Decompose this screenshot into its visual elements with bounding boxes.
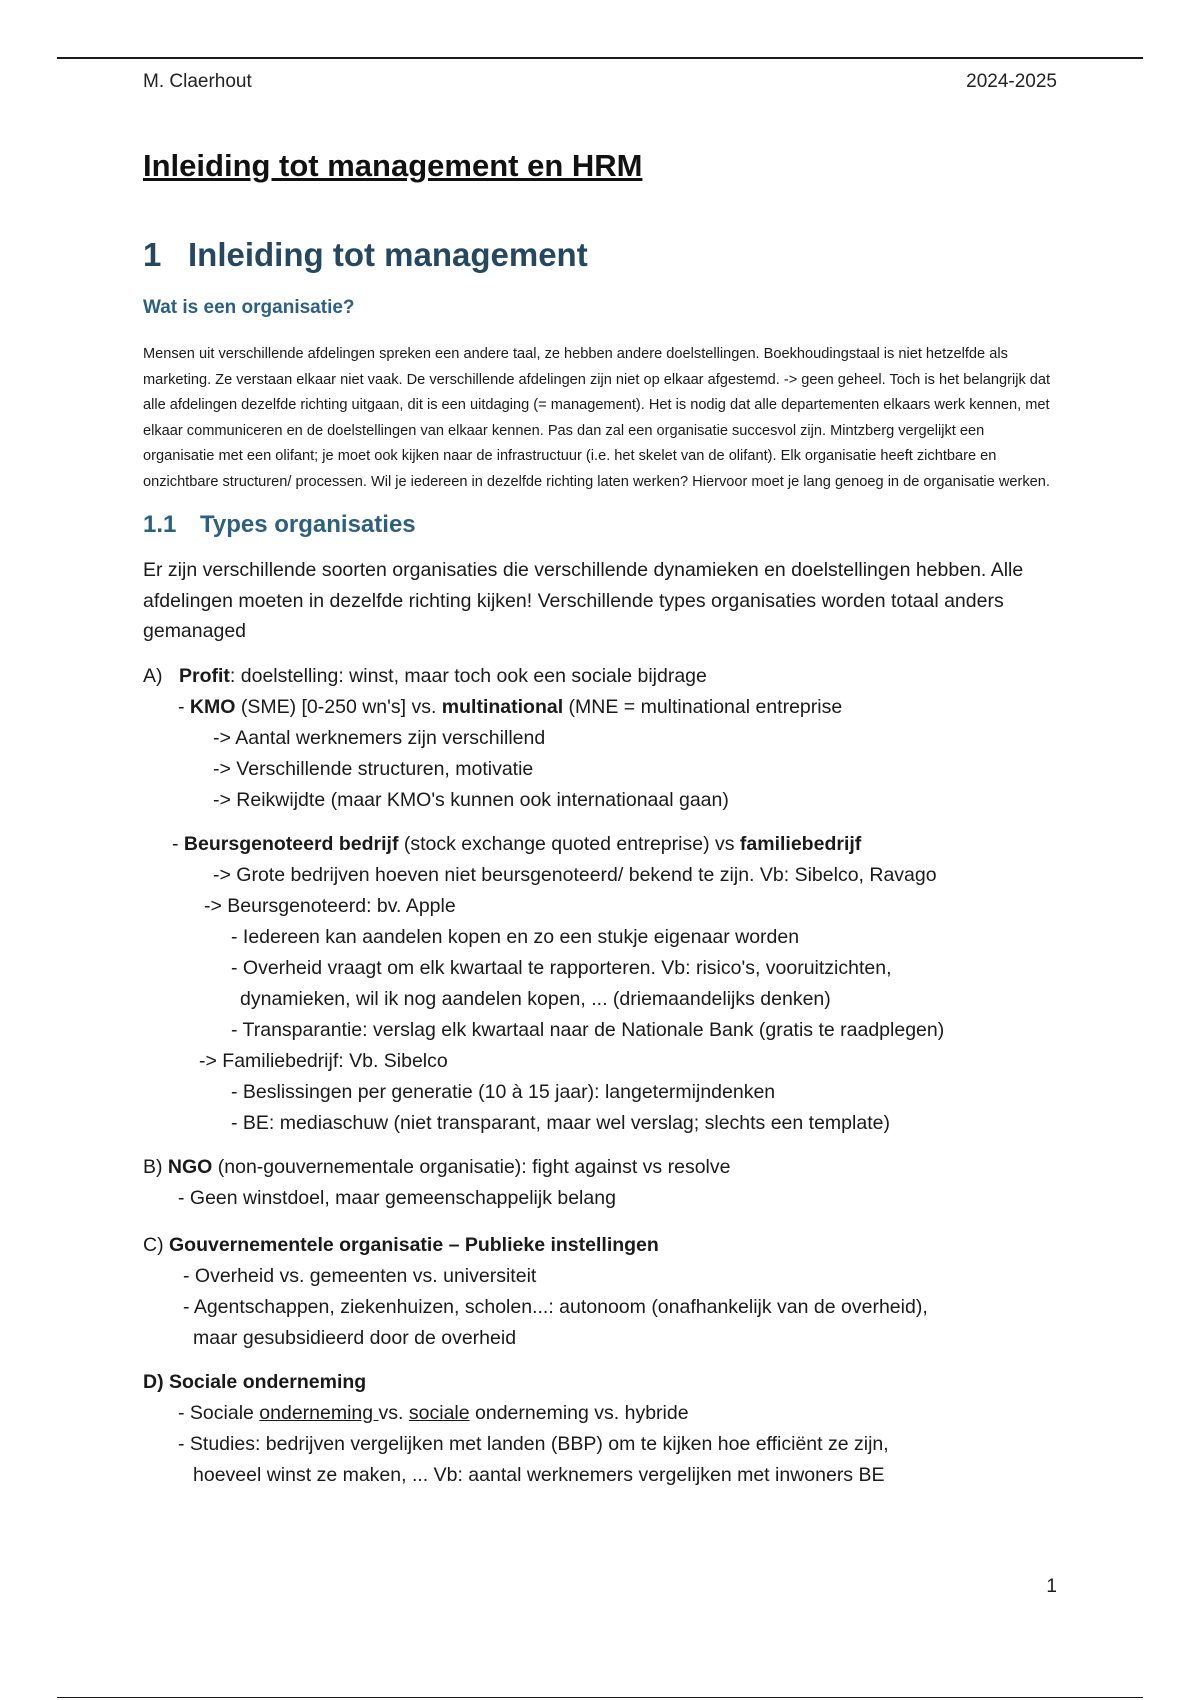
- list-subitem: -> Verschillende structuren, motivatie: [213, 757, 534, 780]
- list-subitem: -> Grote bedrijven hoeven niet beursgenoteerd/ bekend te zijn. Vb: Sibelco, Ravago: [213, 863, 937, 886]
- familiebedrijf-bold: familiebedrijf: [739, 832, 862, 855]
- list-subitem: - BE: mediaschuw (niet transparant, maar wel verslag; slechts een template): [231, 1111, 890, 1134]
- d-l1-underlined-2: sociale: [408, 1401, 470, 1424]
- intro-paragraph: Mensen uit verschillende afdelingen spreken een andere taal, ze hebben andere doelstellingen. Boekhoudingstaal is niet hetzelfde als marketing. Ze verstaan elkaar niet vaak. De verschillende afdelingen zijn niet op elkaar afgestemd. -> geen geheel. Toch is het belangrijk dat alle afdelingen dezelfde richting uitgaan, dit is een uitdaging (= management). Het is nodig dat alle departementen elkaars werk kennen, met elkaar communiceren en de doelstellingen van elkaar kennen. Pas dan zal een organisatie succesvol zijn. Mintzberg vergelijkt een organisatie met een olifant; je moet ook kijken naar de infrastructuur (i.e. het skelet van de olifant). Elk organisatie heeft zichtbare en onzichtbare structuren/ processen. Wil je iedereen in dezelfde richting laten werken? Hiervoor moet je lang genoeg in de organisatie werken.: [143, 346, 1051, 490]
- list-subitem: - Studies: bedrijven vergelijken met landen (BBP) om te kijken hoe efficiënt ze zijn,: [178, 1432, 889, 1455]
- multinational-bold: multinational: [441, 695, 564, 718]
- section-1-title: Inleiding tot management: [188, 236, 588, 273]
- d-l1-a: - Sociale: [178, 1401, 260, 1424]
- section-1-heading: [143, 234, 1058, 276]
- list-item-kmo: [143, 692, 1058, 723]
- section-1-number: 1: [143, 236, 162, 273]
- list-item-a: [143, 661, 1058, 692]
- header-author: M. Claerhout: [143, 71, 252, 92]
- list-subitem: - Transparantie: verslag elk kwartaal naar de Nationale Bank (gratis te raadplegen): [231, 1018, 945, 1041]
- d-l1-b: vs.: [378, 1401, 409, 1424]
- list-subitem: hoeveel winst ze maken, ... Vb: aantal werknemers vergelijken met inwoners BE: [193, 1463, 885, 1486]
- kmo-bold: KMO: [189, 695, 236, 718]
- subheading-organisation: Wat is een organisatie?: [143, 297, 355, 318]
- d-l1-underlined-1: onderneming: [259, 1401, 379, 1424]
- dash: -: [178, 695, 190, 718]
- item-d-heading: D) Sociale onderneming: [143, 1370, 367, 1393]
- list-item-d: [143, 1367, 1058, 1398]
- list-subitem: -> Familiebedrijf: Vb. Sibelco: [199, 1049, 448, 1072]
- list-item-beursgenoteerd: [143, 829, 1058, 860]
- section-1-1-heading: [143, 509, 1058, 541]
- item-c-prefix: C): [143, 1233, 169, 1256]
- item-b-prefix: B): [143, 1155, 168, 1178]
- page-number: 1: [1046, 1576, 1057, 1597]
- list-subitem: - Agentschappen, ziekenhuizen, scholen...: autonoom (onafhankelijk van de overheid),: [183, 1295, 928, 1318]
- list-subitem: -> Aantal werknemers zijn verschillend: [213, 726, 546, 749]
- list-subitem: - Geen winstdoel, maar gemeenschappelijk belang: [178, 1186, 616, 1209]
- types-paragraph: Er zijn verschillende soorten organisaties die verschillende dynamieken en doelstellingen hebben. Alle afdelingen moeten in dezelfde richting kijken! Verschillende types organisaties worden totaal anders gemanaged: [143, 559, 1024, 642]
- d-l1-c: onderneming vs. hybride: [469, 1401, 689, 1424]
- types-list: [143, 661, 1058, 1491]
- list-subitem: - Iedereen kan aandelen kopen en zo een stukje eigenaar worden: [231, 925, 800, 948]
- list-subitem: -> Reikwijdte (maar KMO's kunnen ook internationaal gaan): [213, 788, 729, 811]
- kmo-mid: (SME) [0-250 wn's] vs.: [235, 695, 442, 718]
- document-title: Inleiding tot management en HRM: [143, 148, 643, 183]
- list-subitem: maar gesubsidieerd door de overheid: [193, 1326, 517, 1349]
- dash: -: [172, 832, 184, 855]
- list-subitem: - Overheid vs. gemeenten vs. universiteit: [183, 1264, 537, 1287]
- beursgenoteerd-mid: (stock exchange quoted entreprise) vs: [398, 832, 740, 855]
- item-a-rest: : doelstelling: winst, maar toch ook een sociale bijdrage: [229, 664, 707, 687]
- list-item-c: [143, 1230, 1058, 1261]
- header-year: 2024-2025: [966, 71, 1057, 92]
- list-subitem: [143, 1398, 1058, 1429]
- item-b-bold: NGO: [167, 1155, 213, 1178]
- item-b-rest: (non-gouvernementale organisatie): fight against vs resolve: [212, 1155, 731, 1178]
- kmo-rest: (MNE = multinational entreprise: [563, 695, 843, 718]
- list-subitem: -> Beursgenoteerd: bv. Apple: [204, 894, 456, 917]
- list-item-b: [143, 1152, 1058, 1183]
- beursgenoteerd-bold: Beursgenoteerd bedrijf: [183, 832, 399, 855]
- section-1-1-title: Types organisaties: [200, 511, 416, 538]
- list-subitem: dynamieken, wil ik nog aandelen kopen, ... (driemaandelijks denken): [240, 987, 831, 1010]
- page-content: [143, 146, 1058, 1491]
- header-rule: [57, 57, 1143, 59]
- item-c-bold: Gouvernementele organisatie – Publieke instellingen: [169, 1233, 659, 1256]
- list-subitem: - Beslissingen per generatie (10 à 15 jaar): langetermijndenken: [231, 1080, 776, 1103]
- item-a-bold: Profit: [179, 664, 230, 687]
- footer-rule: [57, 1697, 1143, 1698]
- section-1-1-number: 1.1: [143, 511, 177, 538]
- list-subitem: - Overheid vraagt om elk kwartaal te rapporteren. Vb: risico's, vooruitzichten,: [231, 956, 892, 979]
- item-a-prefix: A): [143, 664, 163, 687]
